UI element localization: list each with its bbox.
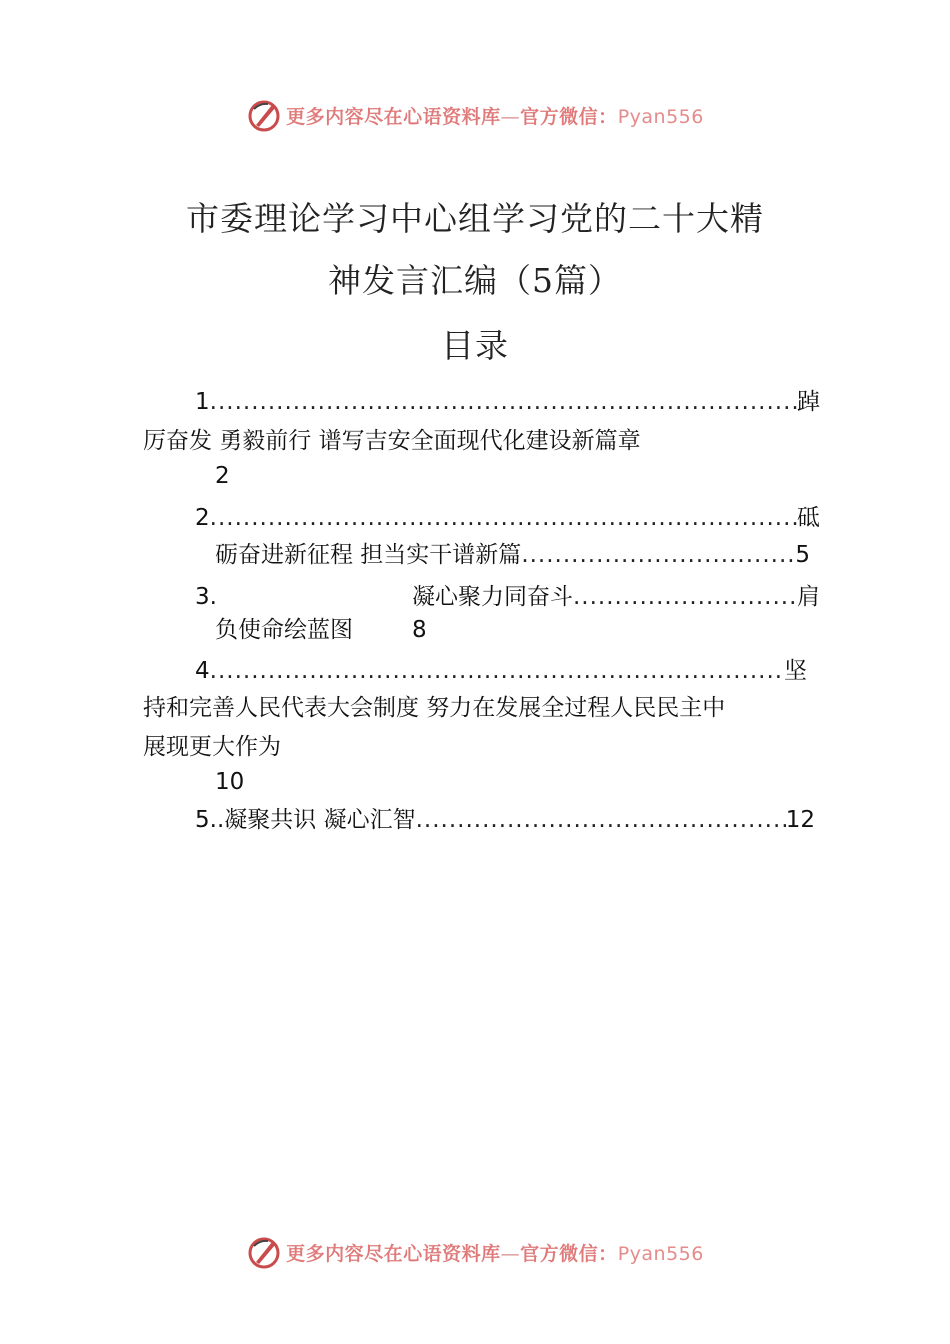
toc-item-4-first-char: 坚 xyxy=(784,658,807,684)
banner-separator: — xyxy=(500,1242,521,1265)
toc-item-1-page: 2 xyxy=(215,463,230,489)
banner-account: Pyan556 xyxy=(617,1242,704,1265)
toc-item-2-first-char: 砥 xyxy=(797,505,820,531)
toc-leader-dots xyxy=(210,655,784,687)
toc-item-5-page: 12 xyxy=(785,807,815,833)
toc-leader-dots xyxy=(573,581,797,613)
toc-item-3-part1: 凝心聚力同奋斗 xyxy=(412,584,573,610)
banner-brand: 更多内容尽在心语资料库 xyxy=(286,1242,501,1265)
footer-banner xyxy=(0,1232,950,1272)
toc-item-4-page: 10 xyxy=(215,769,245,795)
toc-item-4-number: 4 xyxy=(195,658,210,684)
toc-item-2-line1[interactable] xyxy=(195,502,820,534)
banner-account: Pyan556 xyxy=(617,105,704,128)
toc-item-5-number: 5.. xyxy=(195,807,225,833)
toc-leader-dots xyxy=(521,539,795,571)
toc-item-5-title: 凝聚共识 凝心汇智 xyxy=(224,807,416,833)
toc-leader-dots xyxy=(416,804,786,836)
toc-item-2-line2[interactable] xyxy=(215,539,810,571)
toc-item-2-page: 5 xyxy=(795,542,810,568)
toc-item-4-title-line2[interactable]: 持和完善人民代表大会制度 努力在发展全过程人民民主中 xyxy=(143,695,726,721)
doc-title-line1: 市委理论学习中心组学习党的二十大精 xyxy=(186,199,764,238)
toc-item-2-number: 2 xyxy=(195,505,210,531)
toc-leader-dots xyxy=(210,502,797,534)
banner-separator: — xyxy=(500,105,521,128)
brand-logo-icon xyxy=(246,97,282,133)
toc-item-1-first-char: 踔 xyxy=(797,389,820,415)
toc-item-4-line1[interactable] xyxy=(195,655,807,687)
toc-heading: 目录 xyxy=(441,326,509,365)
toc-item-3-page: 8 xyxy=(412,617,427,643)
toc-item-2-title: 砺奋进新征程 担当实干谱新篇 xyxy=(215,542,522,568)
toc-item-4-title-line3[interactable]: 展现更大作为 xyxy=(143,734,281,760)
toc-item-1-title[interactable]: 厉奋发 勇毅前行 谱写吉安全面现代化建设新篇章 xyxy=(143,428,641,454)
toc-item-1-line1[interactable] xyxy=(195,386,820,418)
header-banner xyxy=(0,95,950,135)
banner-brand: 更多内容尽在心语资料库 xyxy=(286,105,501,128)
banner-text xyxy=(286,1239,704,1266)
toc-item-5-line1[interactable] xyxy=(195,804,815,836)
toc-item-3-line1[interactable] xyxy=(412,581,820,613)
banner-text xyxy=(286,102,704,129)
banner-official: 官方微信： xyxy=(520,1242,618,1265)
banner-official: 官方微信： xyxy=(520,105,618,128)
doc-title-line2: 神发言汇编（5篇） xyxy=(328,261,622,300)
toc-item-3-number: 3. xyxy=(195,584,217,610)
toc-item-3-first-char: 肩 xyxy=(797,584,820,610)
toc-leader-dots xyxy=(210,386,797,418)
toc-item-3-title[interactable]: 负使命绘蓝图 xyxy=(215,617,353,643)
brand-logo-icon xyxy=(246,1234,282,1270)
toc-item-1-number: 1 xyxy=(195,389,210,415)
